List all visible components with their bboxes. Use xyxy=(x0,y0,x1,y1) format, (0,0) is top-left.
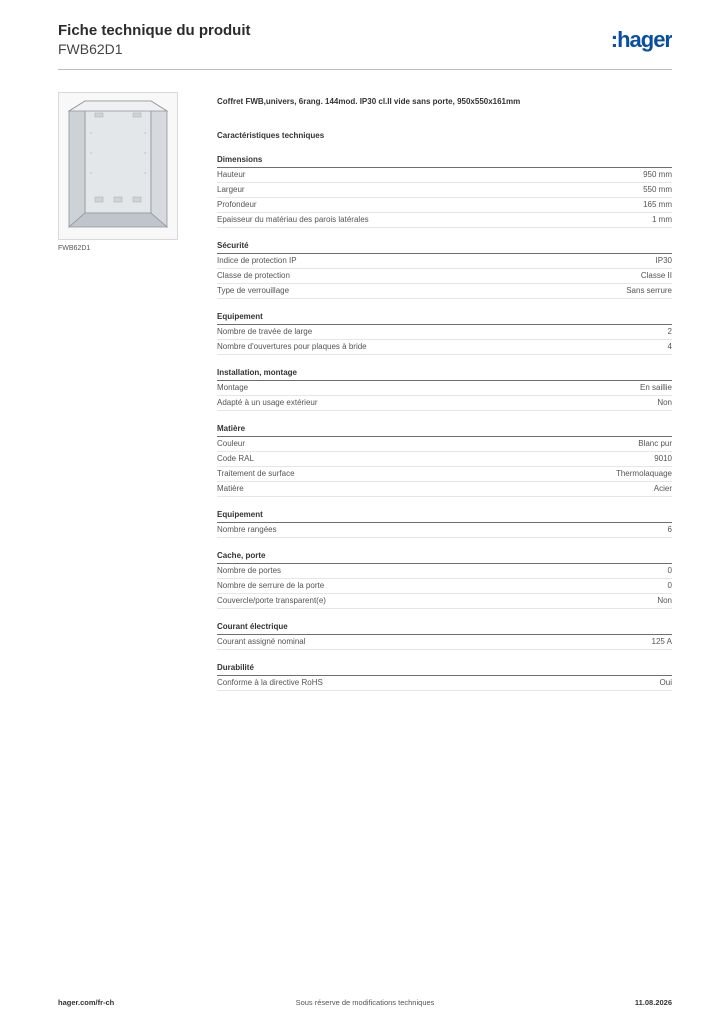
property-label: Epaisseur du matériau des parois latérales xyxy=(217,215,369,224)
product-image xyxy=(58,92,178,240)
product-code: FWB62D1 xyxy=(58,41,123,57)
page-footer xyxy=(58,998,672,1010)
tech-heading: Caractéristiques techniques xyxy=(217,131,325,140)
property-label: Nombre rangées xyxy=(217,525,277,534)
property-row xyxy=(217,564,672,579)
property-label: Code RAL xyxy=(217,454,254,463)
property-label: Courant assigné nominal xyxy=(217,637,306,646)
property-row xyxy=(217,676,672,691)
section-title: Dimensions xyxy=(217,154,672,168)
property-label: Profondeur xyxy=(217,200,257,209)
property-value: 6 xyxy=(667,525,672,534)
property-label: Matière xyxy=(217,484,244,493)
property-value: En saillie xyxy=(639,383,672,392)
property-label: Nombre d'ouvertures pour plaques à bride xyxy=(217,342,367,351)
property-value: 2 xyxy=(667,327,672,336)
property-value: 0 xyxy=(667,566,672,575)
svg-text::hager: :hager xyxy=(610,27,672,52)
property-value: 550 mm xyxy=(643,185,672,194)
property-label: Conforme à la directive RoHS xyxy=(217,678,323,687)
spec-section xyxy=(217,550,672,609)
product-description: Coffret FWB,univers, 6rang. 144mod. IP30 cl.II vide sans porte, 950x550x161mm xyxy=(217,97,521,106)
section-title: Cache, porte xyxy=(217,550,672,564)
property-row xyxy=(217,284,672,299)
property-label: Nombre de serrure de la porte xyxy=(217,581,325,590)
page-title: Fiche technique du produit xyxy=(58,22,251,39)
footer-notice: Sous réserve de modifications techniques xyxy=(295,998,435,1007)
hager-logo xyxy=(592,26,672,54)
property-value: 9010 xyxy=(654,454,672,463)
property-row xyxy=(217,381,672,396)
property-value: Oui xyxy=(659,678,672,687)
property-row xyxy=(217,594,672,609)
property-label: Couleur xyxy=(217,439,246,448)
property-row xyxy=(217,168,672,183)
property-value: Sans serrure xyxy=(626,286,672,295)
property-value: 4 xyxy=(667,342,672,351)
property-value: Thermolaquage xyxy=(615,469,672,478)
property-value: 1 mm xyxy=(652,215,672,224)
property-value: 0 xyxy=(667,581,672,590)
property-row xyxy=(217,437,672,452)
spec-section xyxy=(217,311,672,355)
property-row xyxy=(217,579,672,594)
property-row xyxy=(217,396,672,411)
property-row xyxy=(217,635,672,650)
property-label: Type de verrouillage xyxy=(217,286,290,295)
property-label: Adapté à un usage extérieur xyxy=(217,398,318,407)
property-label: Nombre de travée de large xyxy=(217,327,313,336)
enclosure-illustration xyxy=(59,93,177,239)
property-row xyxy=(217,213,672,228)
property-value: IP30 xyxy=(655,256,672,265)
spec-section xyxy=(217,367,672,411)
spec-section xyxy=(217,621,672,650)
property-row xyxy=(217,269,672,284)
header-divider xyxy=(58,69,672,70)
section-title: Equipement xyxy=(217,311,672,325)
property-label: Indice de protection IP xyxy=(217,256,297,265)
spec-content xyxy=(217,96,672,703)
property-value: Non xyxy=(657,596,672,605)
property-row xyxy=(217,198,672,213)
section-title: Equipement xyxy=(217,509,672,523)
property-label: Couvercle/porte transparent(e) xyxy=(217,596,326,605)
property-value: 165 mm xyxy=(643,200,672,209)
footer-date: 11.08.2026 xyxy=(634,998,672,1007)
property-value: 950 mm xyxy=(643,170,672,179)
property-label: Largeur xyxy=(217,185,245,194)
page-header xyxy=(58,22,672,68)
property-label: Nombre de portes xyxy=(217,566,282,575)
property-label: Montage xyxy=(217,383,249,392)
footer-website: hager.com/fr-ch xyxy=(58,998,115,1007)
section-title: Durabilité xyxy=(217,662,672,676)
property-value: Blanc pur xyxy=(638,439,672,448)
property-row xyxy=(217,183,672,198)
image-caption: FWB62D1 xyxy=(58,245,91,252)
property-value: Non xyxy=(657,398,672,407)
spec-section xyxy=(217,154,672,228)
property-label: Hauteur xyxy=(217,170,246,179)
property-row xyxy=(217,482,672,497)
property-label: Classe de protection xyxy=(217,271,290,280)
spec-section xyxy=(217,240,672,299)
spec-sections xyxy=(217,154,672,691)
section-title: Courant électrique xyxy=(217,621,672,635)
property-row xyxy=(217,340,672,355)
spec-section xyxy=(217,662,672,691)
property-row xyxy=(217,452,672,467)
section-title: Installation, montage xyxy=(217,367,672,381)
section-title: Sécurité xyxy=(217,240,672,254)
property-row xyxy=(217,467,672,482)
property-row xyxy=(217,325,672,340)
property-value: 125 A xyxy=(651,637,672,646)
property-row xyxy=(217,523,672,538)
property-row xyxy=(217,254,672,269)
spec-section xyxy=(217,509,672,538)
property-value: Classe II xyxy=(640,271,672,280)
spec-section xyxy=(217,423,672,497)
section-title: Matière xyxy=(217,423,672,437)
property-value: Acier xyxy=(653,484,672,493)
property-label: Traitement de surface xyxy=(217,469,295,478)
